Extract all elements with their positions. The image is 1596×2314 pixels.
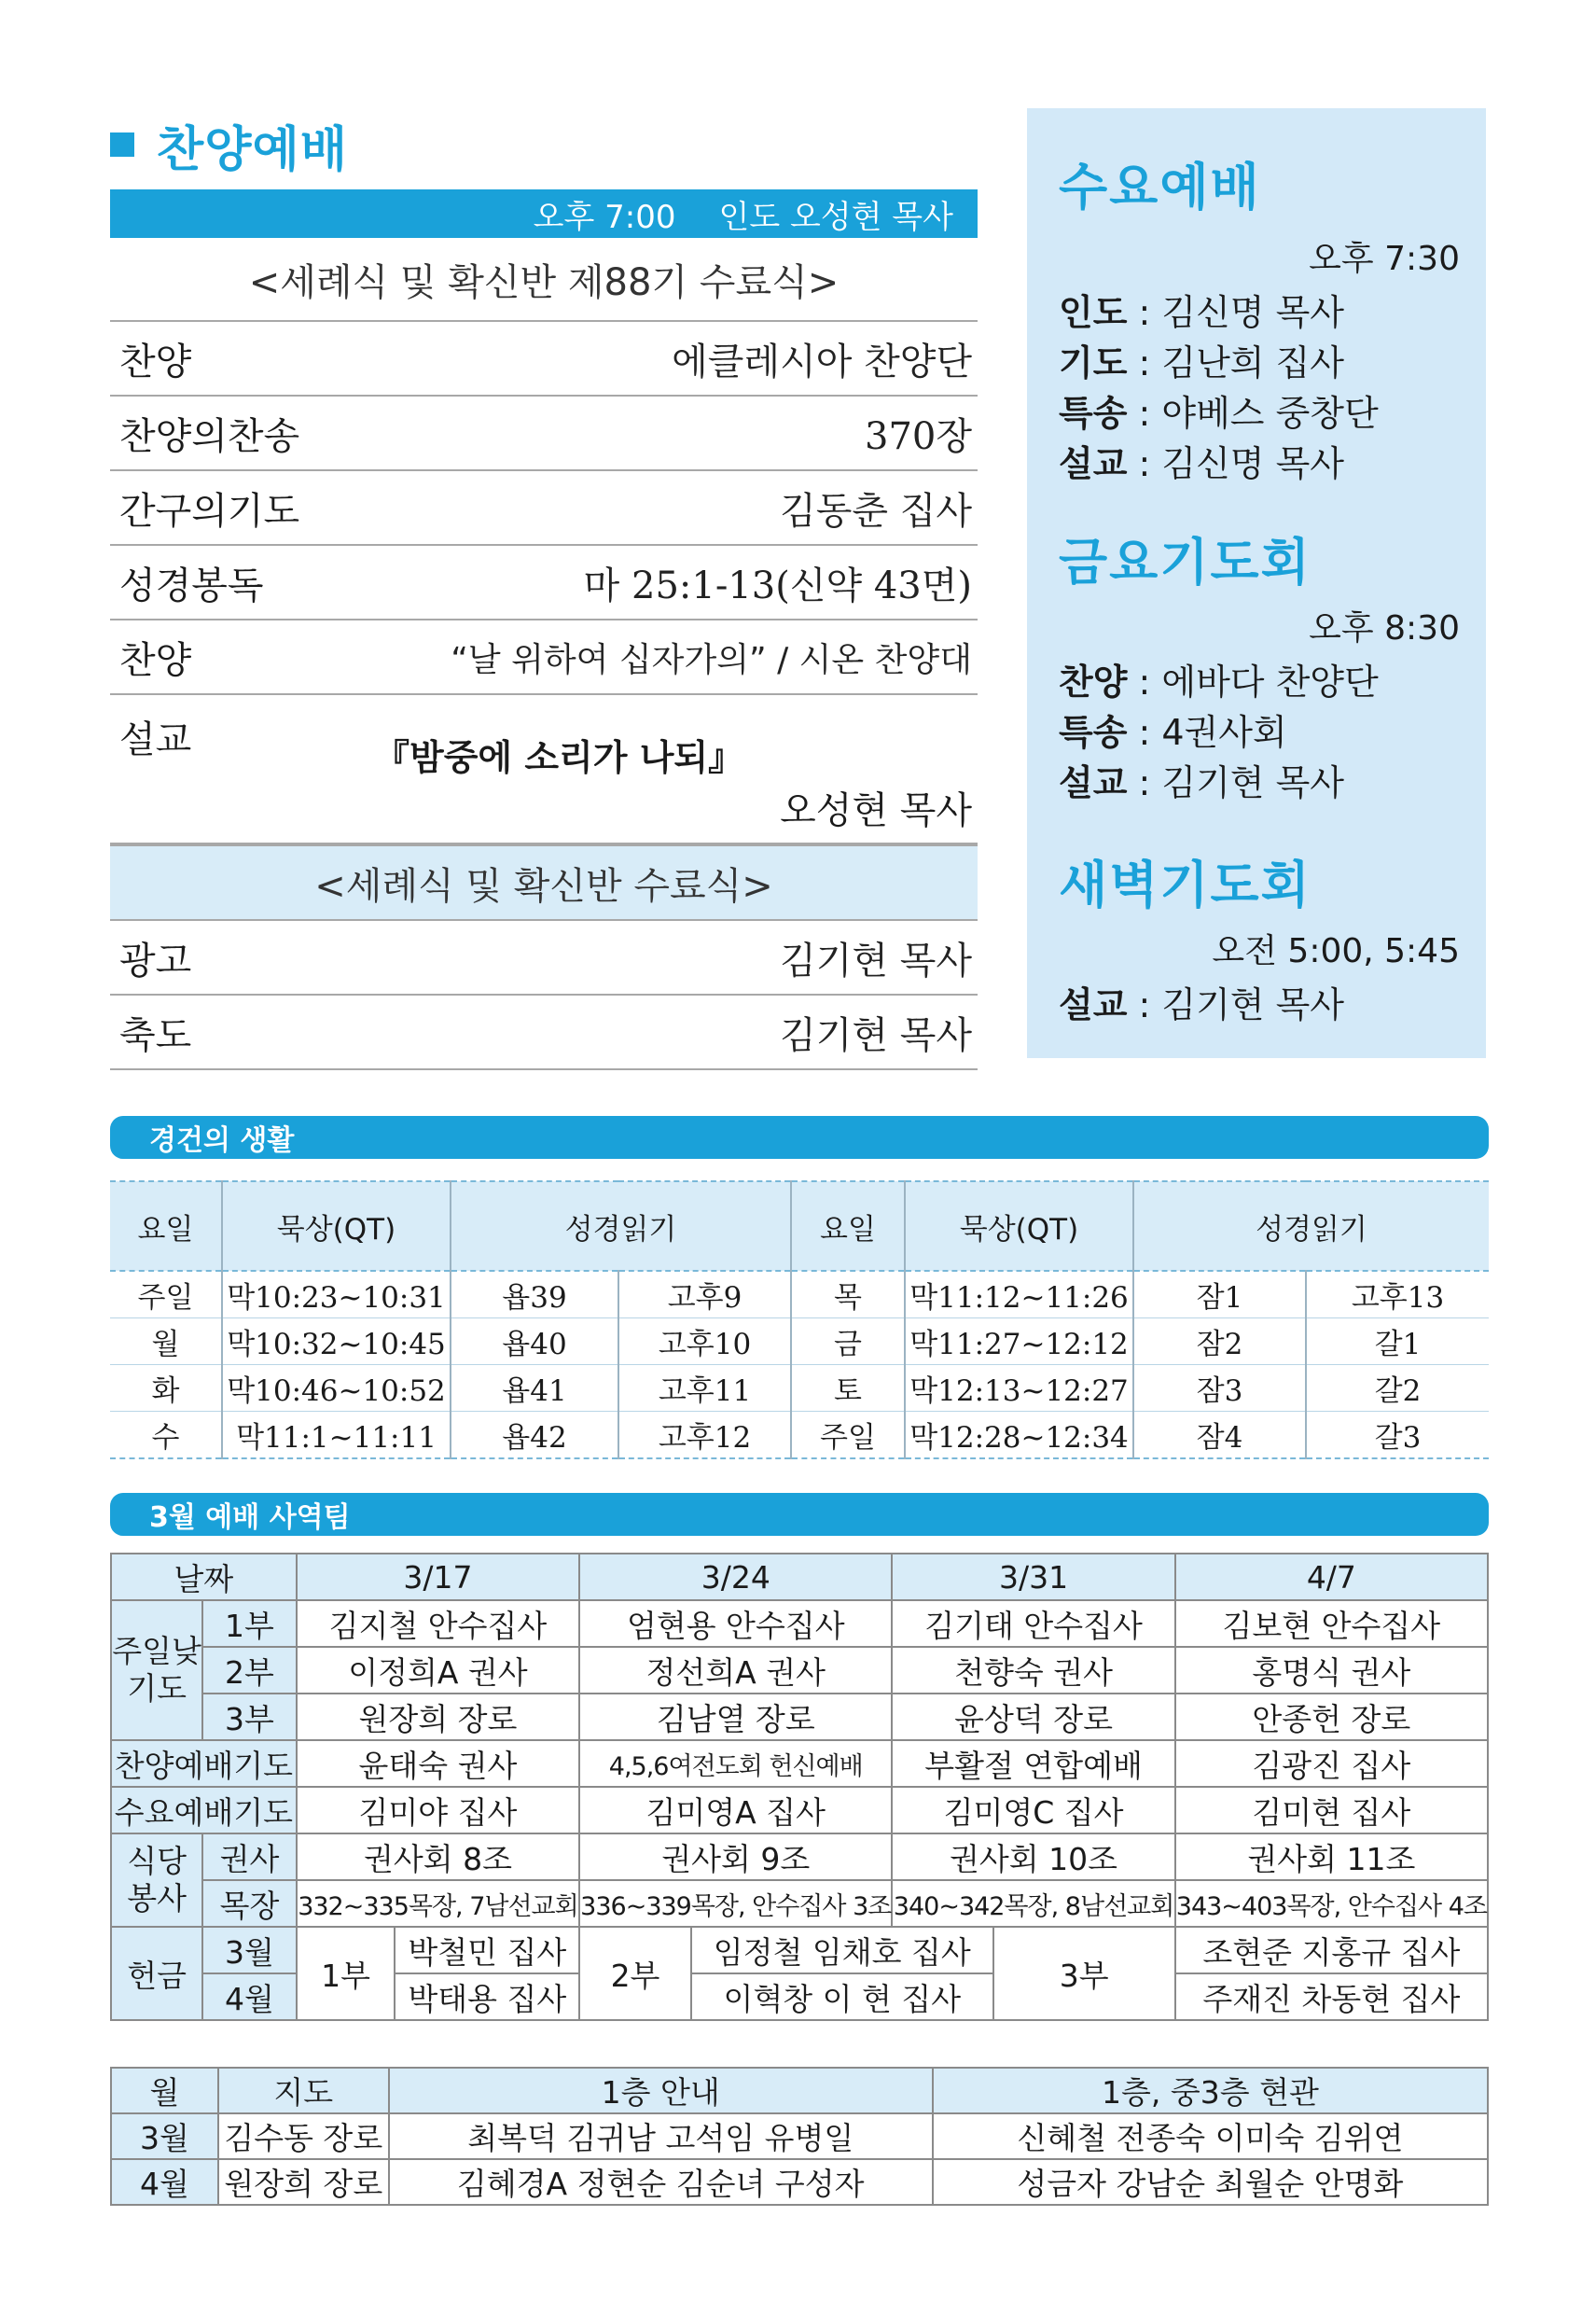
order-row bbox=[110, 620, 978, 695]
order-label: 찬양 bbox=[119, 638, 192, 682]
order-label: 성경봉독 bbox=[119, 564, 264, 607]
ministry-cell: 윤태숙 권사 bbox=[297, 1740, 579, 1787]
month-cell: 4월 bbox=[202, 1973, 297, 2020]
ministry-cell: 주재진 차동현 집사 bbox=[1175, 1973, 1488, 2020]
devo-col-header: 묵상(QT) bbox=[222, 1181, 451, 1271]
ministry-cell: 김기태 안수집사 bbox=[892, 1600, 1174, 1647]
dawn-line: 설교 : 김기현 목사 bbox=[1059, 984, 1345, 1025]
table-row bbox=[111, 1787, 1488, 1833]
fri-line: 찬양 : 에바다 찬양단 bbox=[1059, 662, 1379, 703]
wed-line: 기도 : 김난희 집사 bbox=[1059, 342, 1345, 383]
devo-col-header: 성경읽기 bbox=[1133, 1181, 1489, 1271]
weekday-services-panel bbox=[1027, 108, 1486, 1058]
devo-cell: 주일 bbox=[110, 1271, 222, 1318]
sermon-row bbox=[110, 695, 978, 844]
devo-cell: 잠3 bbox=[1133, 1365, 1306, 1412]
praise-prayer-label: 찬양예배기도 bbox=[111, 1740, 297, 1787]
ministry-cell: 부활절 연합예배 bbox=[892, 1740, 1174, 1787]
devo-col-header: 성경읽기 bbox=[451, 1181, 791, 1271]
ministry-cell: 김지철 안수집사 bbox=[297, 1600, 579, 1647]
order-row bbox=[110, 471, 978, 546]
praise-leader: 인도 오성현 목사 bbox=[718, 198, 953, 236]
fri-line: 설교 : 김기현 목사 bbox=[1059, 762, 1345, 803]
sunday-label: 주일낮 기도 bbox=[111, 1600, 202, 1740]
ministry-cell: 김미영A 집사 bbox=[579, 1787, 892, 1833]
ministry-cell: 권사회 9조 bbox=[579, 1833, 892, 1880]
table-row bbox=[111, 1647, 1488, 1694]
guide-month: 4월 bbox=[111, 2159, 218, 2205]
devo-cell: 막11:1~11:11 bbox=[222, 1412, 451, 1459]
order-value: 마 25:1-13(신약 43면) bbox=[583, 564, 972, 607]
fri-time: 오후 8:30 bbox=[1309, 609, 1460, 648]
devo-cell: 막10:46~10:52 bbox=[222, 1365, 451, 1412]
wed-prayer-label: 수요예배기도 bbox=[111, 1787, 297, 1833]
order-value: 김기현 목사 bbox=[780, 939, 972, 983]
devo-cell: 막12:28~12:34 bbox=[905, 1412, 1133, 1459]
guide-header: 월 bbox=[111, 2068, 218, 2113]
order-row bbox=[110, 397, 978, 471]
devo-cell: 막11:12~11:26 bbox=[905, 1271, 1133, 1318]
praise-worship-section bbox=[110, 107, 978, 1070]
order-value: “날 위하여 십자가의” / 시온 찬양대 bbox=[451, 640, 972, 679]
devo-cell: 수 bbox=[110, 1412, 222, 1459]
ministry-cell: 김남열 장로 bbox=[579, 1694, 892, 1740]
ministry-cell: 천향숙 권사 bbox=[892, 1647, 1174, 1694]
ministry-cell: 조현준 지홍규 집사 bbox=[1175, 1927, 1488, 1973]
table-row bbox=[111, 1740, 1488, 1787]
devo-col-header: 묵상(QT) bbox=[905, 1181, 1133, 1271]
ministry-cell: 340~342목장, 8남선교회 bbox=[892, 1880, 1174, 1927]
ministry-cell: 이정희A 권사 bbox=[297, 1647, 579, 1694]
order-label: 간구의기도 bbox=[119, 489, 300, 533]
devotion-header: 경건의 생활 bbox=[110, 1116, 1489, 1159]
devotion-table bbox=[110, 1180, 1489, 1459]
devo-cell: 고후10 bbox=[618, 1318, 791, 1365]
ministry-cell: 원장희 장로 bbox=[297, 1694, 579, 1740]
dining-label: 식당 봉사 bbox=[111, 1833, 202, 1927]
date-cell: 3/31 bbox=[892, 1554, 1174, 1600]
devo-cell: 화 bbox=[110, 1365, 222, 1412]
dawn-title: 새벽기도회 bbox=[1059, 856, 1311, 914]
devo-cell: 고후13 bbox=[1306, 1271, 1489, 1318]
guide-header: 1층, 중3층 현관 bbox=[933, 2068, 1488, 2113]
devo-cell: 토 bbox=[791, 1365, 905, 1412]
wed-line: 특송 : 야베스 중창단 bbox=[1059, 393, 1379, 434]
ministry-cell: 김미야 집사 bbox=[297, 1787, 579, 1833]
devo-cell: 막11:27~12:12 bbox=[905, 1318, 1133, 1365]
wed-line: 인도 : 김신명 목사 bbox=[1059, 292, 1345, 333]
date-label: 날짜 bbox=[111, 1554, 297, 1600]
order-value: 에클레시아 찬양단 bbox=[672, 340, 972, 383]
table-row bbox=[111, 1694, 1488, 1740]
devo-cell: 막12:13~12:27 bbox=[905, 1365, 1133, 1412]
table-row bbox=[111, 2068, 1488, 2113]
part-cell: 3부 bbox=[202, 1694, 297, 1740]
ministry-cell: 336~339목장, 안수집사 3조 bbox=[579, 1880, 892, 1927]
table-row bbox=[111, 1833, 1488, 1880]
ministry-cell: 정선희A 권사 bbox=[579, 1647, 892, 1694]
ministry-cell: 권사회 11조 bbox=[1175, 1833, 1488, 1880]
ministry-cell: 권사회 10조 bbox=[892, 1833, 1174, 1880]
order-label: 축도 bbox=[119, 1013, 192, 1057]
offering-label: 헌금 bbox=[111, 1927, 202, 2020]
order-value: 김기현 목사 bbox=[780, 1013, 972, 1057]
devo-cell: 목 bbox=[791, 1271, 905, 1318]
devo-cell: 잠2 bbox=[1133, 1318, 1306, 1365]
ministry-cell: 엄현용 안수집사 bbox=[579, 1600, 892, 1647]
part-cell: 목장 bbox=[202, 1880, 297, 1927]
guide-table bbox=[110, 2067, 1489, 2206]
table-row bbox=[111, 2113, 1488, 2159]
sermon-preacher: 오성현 목사 bbox=[780, 789, 972, 832]
ministry-cell: 김미영C 집사 bbox=[892, 1787, 1174, 1833]
order-row bbox=[110, 921, 978, 996]
ministry-cell: 임정철 임채호 집사 bbox=[691, 1927, 993, 1973]
guide-cell: 김수동 장로 bbox=[218, 2113, 389, 2159]
ministry-cell: 윤상덕 장로 bbox=[892, 1694, 1174, 1740]
ministry-table bbox=[110, 1553, 1489, 2021]
devo-cell: 잠1 bbox=[1133, 1271, 1306, 1318]
ministry-cell: 4,5,6여전도회 헌신예배 bbox=[579, 1740, 892, 1787]
table-row bbox=[111, 1600, 1488, 1647]
devotion-header-row bbox=[110, 1181, 1489, 1271]
guide-cell: 신혜철 전종숙 이미숙 김위연 bbox=[933, 2113, 1488, 2159]
guide-cell: 최복덕 김귀남 고석임 유병일 bbox=[389, 2113, 933, 2159]
order-row bbox=[110, 996, 978, 1070]
ministry-cell: 김광진 집사 bbox=[1175, 1740, 1488, 1787]
praise-time-bar bbox=[110, 189, 978, 238]
guide-month: 3월 bbox=[111, 2113, 218, 2159]
date-cell: 3/24 bbox=[579, 1554, 892, 1600]
table-row bbox=[111, 1880, 1488, 1927]
ministry-header: 3월 예배 사역팀 bbox=[110, 1493, 1489, 1536]
devo-cell: 갈1 bbox=[1306, 1318, 1489, 1365]
ceremony2-title: <세례식 및 확신반 수료식> bbox=[110, 844, 978, 921]
devo-cell: 욥40 bbox=[451, 1318, 618, 1365]
table-row bbox=[110, 1412, 1489, 1459]
table-row bbox=[111, 1554, 1488, 1600]
devo-cell: 주일 bbox=[791, 1412, 905, 1459]
fri-line: 특송 : 4권사회 bbox=[1059, 712, 1287, 753]
date-cell: 4/7 bbox=[1175, 1554, 1488, 1600]
devo-cell: 욥42 bbox=[451, 1412, 618, 1459]
table-row bbox=[110, 1271, 1489, 1318]
ministry-cell: 박태용 집사 bbox=[395, 1973, 579, 2020]
date-cell: 3/17 bbox=[297, 1554, 579, 1600]
devo-cell: 욥41 bbox=[451, 1365, 618, 1412]
table-row bbox=[111, 2159, 1488, 2205]
table-row bbox=[111, 1927, 1488, 1973]
month-cell: 3월 bbox=[202, 1927, 297, 1973]
table-row bbox=[110, 1365, 1489, 1412]
ministry-cell: 김미현 집사 bbox=[1175, 1787, 1488, 1833]
praise-title-row bbox=[110, 107, 978, 182]
offering-part: 2부 bbox=[579, 1927, 691, 2020]
devo-cell: 고후12 bbox=[618, 1412, 791, 1459]
wed-time: 오후 7:30 bbox=[1309, 240, 1460, 278]
sermon-title: 『밤중에 소리가 나되』 bbox=[374, 737, 744, 778]
order-label: 광고 bbox=[119, 939, 192, 983]
devo-cell: 막10:32~10:45 bbox=[222, 1318, 451, 1365]
devo-cell: 금 bbox=[791, 1318, 905, 1365]
order-label: 찬양의찬송 bbox=[119, 414, 300, 458]
devo-cell: 월 bbox=[110, 1318, 222, 1365]
devo-col-header: 요일 bbox=[791, 1181, 905, 1271]
devo-cell: 욥39 bbox=[451, 1271, 618, 1318]
ministry-cell: 박철민 집사 bbox=[395, 1927, 579, 1973]
order-row bbox=[110, 322, 978, 397]
part-cell: 권사 bbox=[202, 1833, 297, 1880]
fri-title: 금요기도회 bbox=[1059, 533, 1311, 592]
part-cell: 1부 bbox=[202, 1600, 297, 1647]
wed-title: 수요예배 bbox=[1059, 158, 1261, 216]
offering-part: 3부 bbox=[993, 1927, 1175, 2020]
praise-time: 오후 7:00 bbox=[533, 198, 676, 236]
guide-header: 지도 bbox=[218, 2068, 389, 2113]
praise-title: 찬양예배 bbox=[157, 121, 348, 178]
ceremony-title: <세례식 및 확신반 제88기 수료식> bbox=[110, 238, 978, 322]
order-value: 김동춘 집사 bbox=[780, 489, 972, 533]
guide-cell: 김혜경A 정현순 김순녀 구성자 bbox=[389, 2159, 933, 2205]
devo-cell: 갈2 bbox=[1306, 1365, 1489, 1412]
offering-part: 1부 bbox=[297, 1927, 396, 2020]
table-row bbox=[110, 1318, 1489, 1365]
wed-line: 설교 : 김신명 목사 bbox=[1059, 443, 1345, 484]
ministry-cell: 이혁창 이 현 집사 bbox=[691, 1973, 993, 2020]
devo-cell: 고후9 bbox=[618, 1271, 791, 1318]
part-cell: 2부 bbox=[202, 1647, 297, 1694]
guide-cell: 원장희 장로 bbox=[218, 2159, 389, 2205]
ministry-cell: 343~403목장, 안수집사 4조 bbox=[1175, 1880, 1488, 1927]
ministry-cell: 332~335목장, 7남선교회 bbox=[297, 1880, 579, 1927]
sermon-label: 설교 bbox=[119, 718, 192, 761]
order-value: 370장 bbox=[865, 414, 972, 458]
ministry-cell: 김보현 안수집사 bbox=[1175, 1600, 1488, 1647]
ministry-cell: 안종헌 장로 bbox=[1175, 1694, 1488, 1740]
square-bullet-icon bbox=[110, 132, 134, 157]
ministry-cell: 권사회 8조 bbox=[297, 1833, 579, 1880]
dawn-time: 오전 5:00, 5:45 bbox=[1212, 932, 1460, 970]
devo-cell: 잠4 bbox=[1133, 1412, 1306, 1459]
guide-cell: 성금자 강남순 최월순 안명화 bbox=[933, 2159, 1488, 2205]
devo-cell: 고후11 bbox=[618, 1365, 791, 1412]
devo-col-header: 요일 bbox=[110, 1181, 222, 1271]
order-label: 찬양 bbox=[119, 340, 192, 383]
devo-cell: 갈3 bbox=[1306, 1412, 1489, 1459]
devo-cell: 막10:23~10:31 bbox=[222, 1271, 451, 1318]
ministry-cell: 홍명식 권사 bbox=[1175, 1647, 1488, 1694]
guide-header: 1층 안내 bbox=[389, 2068, 933, 2113]
order-row bbox=[110, 546, 978, 620]
